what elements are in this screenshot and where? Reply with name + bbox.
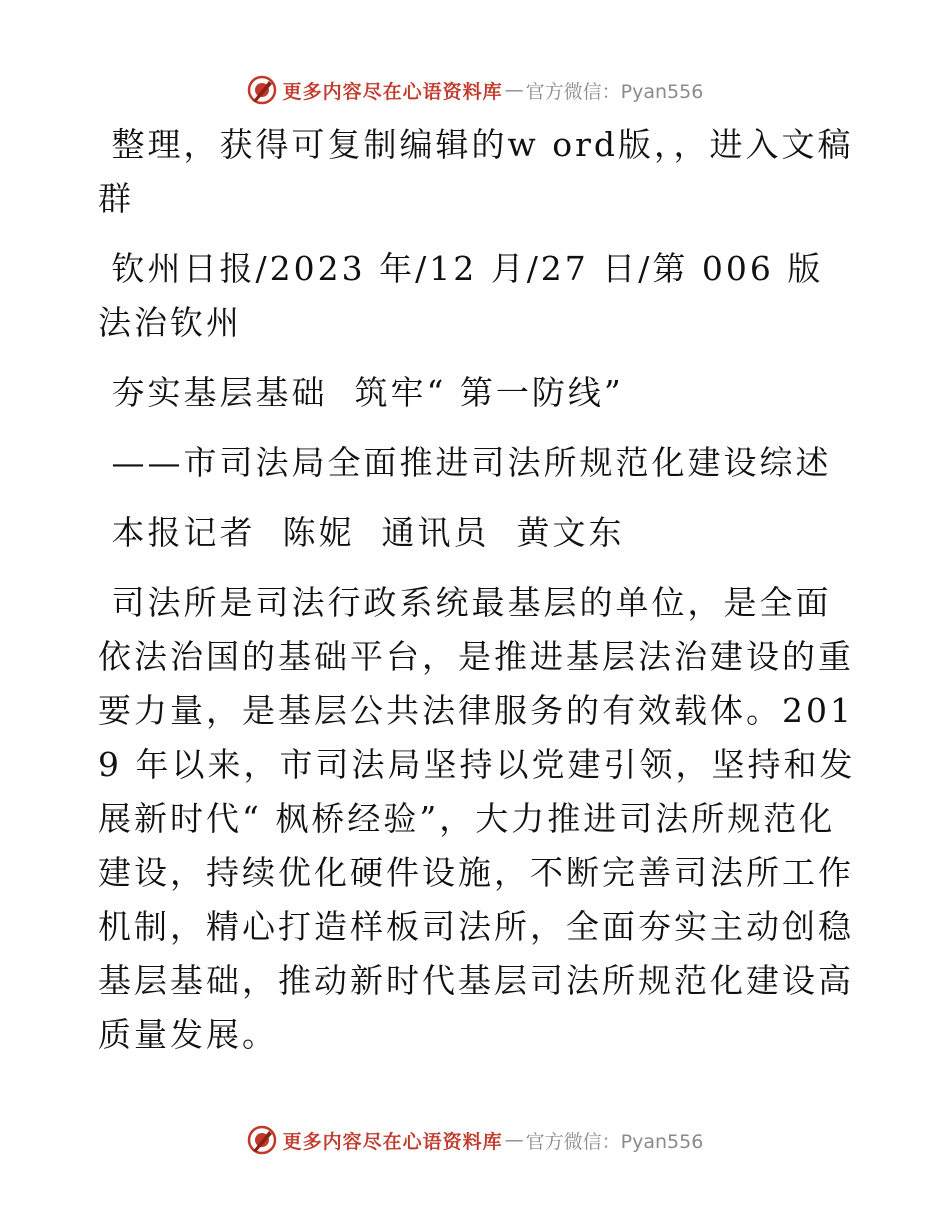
doc-line-notice: 整理，获得可复制编辑的w ord版，，进入文稿群 (98, 125, 854, 218)
quill-logo-icon (247, 75, 277, 105)
doc-line-byline: 本报记者 陈妮 通讯员 黄文东 (98, 513, 625, 552)
watermark-separator: — (504, 79, 524, 101)
watermark-separator: — (504, 1129, 524, 1151)
quill-logo-icon (247, 1125, 277, 1155)
document-body (98, 118, 858, 1078)
watermark-wechat: 官方微信：Pyan556 (525, 80, 704, 103)
watermark-text: 更多内容尽在心语资料库 (282, 1130, 503, 1153)
doc-line-headline: 夯实基层基础 筑牢“ 第一防线” (98, 373, 624, 412)
doc-paragraph-intro: 司法所是司法行政系统最基层的单位，是全面依法治国的基础平台，是推进基层法治建设的重要力量，是基层公共法律服务的有效载体。2019 年以来，市司法局坚持以党建引领，坚持和发展新时代“ 枫桥经验”，大力推进司法所规范化建设，持续优化硬件设施，不断完善司法所工作机制，精心打造样板司法所，全面夯实主动创稳基层基础，推动新时代基层司法所规范化建设高质量发展。 (98, 583, 856, 1054)
watermark-wechat: 官方微信：Pyan556 (525, 1130, 704, 1153)
doc-line-subheadline: ——市司法局全面推进司法所规范化建设综述 (98, 443, 832, 482)
watermark-text: 更多内容尽在心语资料库 (282, 80, 503, 103)
header-watermark (0, 70, 950, 110)
footer-watermark (0, 1120, 950, 1160)
doc-line-source: 钦州日报/2023 年/12 月/27 日/第 006 版法治钦州 (98, 249, 824, 342)
